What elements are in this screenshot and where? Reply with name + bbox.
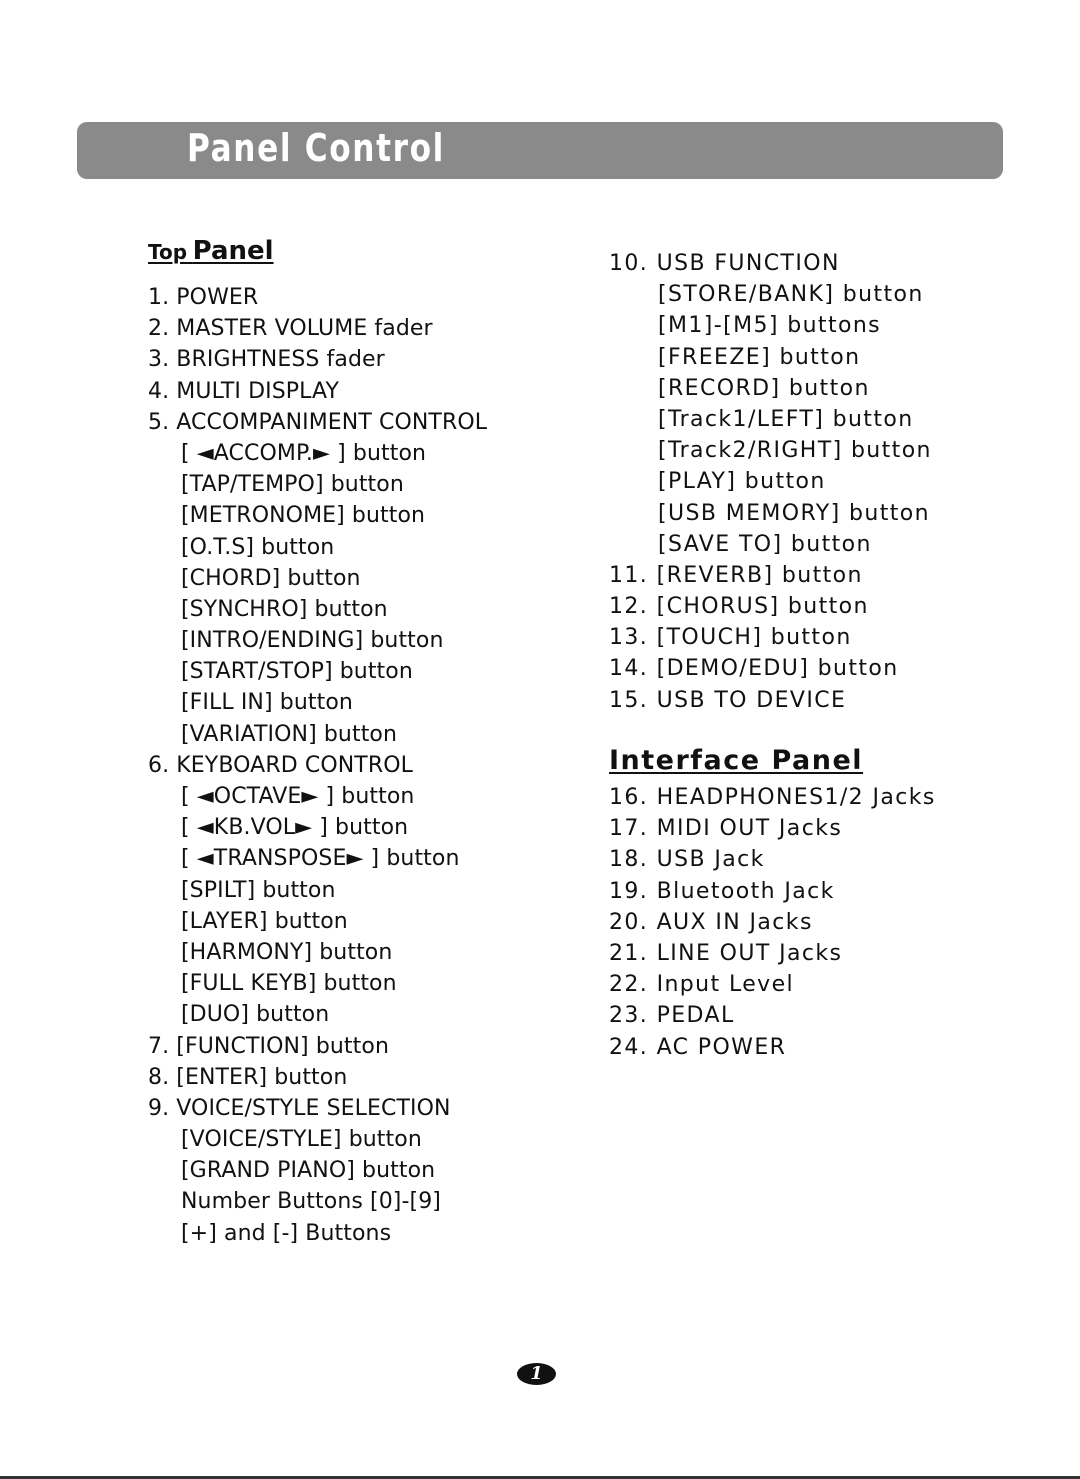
list-item: 23. PEDAL: [609, 1003, 735, 1029]
list-item: 8. [ENTER] button: [148, 1064, 348, 1090]
usb-function-list: [609, 248, 932, 716]
top-panel-heading: [148, 236, 274, 266]
list-item: [SAVE TO] button: [658, 531, 872, 557]
list-item: 10. USB FUNCTION: [609, 251, 840, 276]
list-item: [INTRO/ENDING] button: [181, 628, 444, 654]
list-item: 9. VOICE/STYLE SELECTION: [148, 1095, 451, 1121]
page-title: Panel Control: [187, 126, 446, 170]
list-item: [SPILT] button: [181, 877, 336, 903]
top-panel-heading-small: Top: [148, 240, 188, 264]
list-item: 14. [DEMO/EDU] button: [609, 656, 899, 682]
list-item: 5. ACCOMPANIMENT CONTROL: [148, 409, 488, 435]
top-panel-heading-big: Panel: [192, 236, 274, 266]
list-item: 17. MIDI OUT Jacks: [609, 816, 843, 842]
list-item: 18. USB Jack: [609, 847, 765, 873]
list-item: 21. LINE OUT Jacks: [609, 940, 843, 966]
list-item: 16. HEADPHONES1/2 Jacks: [609, 785, 936, 810]
list-item: [LAYER] button: [181, 908, 348, 934]
list-item: 2. MASTER VOLUME fader: [148, 316, 433, 342]
list-item: 19. Bluetooth Jack: [609, 878, 835, 904]
list-item: [FILL IN] button: [181, 690, 353, 716]
list-item: [ ◄ACCOMP.► ] button: [181, 440, 427, 466]
list-item: [HARMONY] button: [181, 939, 393, 965]
top-panel-list: [148, 282, 487, 1249]
list-item: 22. Input Level: [609, 972, 795, 998]
list-item: [DUO] button: [181, 1002, 330, 1028]
list-item: [USB MEMORY] button: [658, 500, 930, 526]
list-item: 24. AC POWER: [609, 1034, 787, 1060]
list-item: [+] and [-] Buttons: [181, 1220, 392, 1246]
list-item: [TAP/TEMPO] button: [181, 472, 404, 498]
list-item: 15. USB TO DEVICE: [609, 687, 847, 713]
list-item: 4. MULTI DISPLAY: [148, 378, 340, 404]
list-item: 6. KEYBOARD CONTROL: [148, 752, 413, 778]
list-item: [Track1/LEFT] button: [658, 406, 914, 432]
list-item: [STORE/BANK] button: [658, 282, 924, 308]
list-item: [VOICE/STYLE] button: [181, 1127, 422, 1153]
list-item: 7. [FUNCTION] button: [148, 1033, 389, 1059]
list-item: [RECORD] button: [658, 375, 870, 401]
list-item: [SYNCHRO] button: [181, 596, 388, 622]
list-item: [CHORD] button: [181, 565, 361, 591]
list-item: 11. [REVERB] button: [609, 562, 863, 588]
list-item: 3. BRIGHTNESS fader: [148, 347, 385, 373]
list-item: [METRONOME] button: [181, 503, 426, 529]
list-item: [GRAND PIANO] button: [181, 1158, 436, 1184]
list-item: [ ◄KB.VOL► ] button: [181, 815, 409, 841]
list-item: 12. [CHORUS] button: [609, 594, 869, 620]
list-item: [PLAY] button: [658, 469, 826, 495]
interface-panel-list: [609, 782, 936, 1063]
section-header-bar: [77, 122, 1003, 179]
page-number: 1: [517, 1363, 556, 1385]
list-item: [ ◄TRANSPOSE► ] button: [181, 846, 460, 872]
interface-panel-heading: Interface Panel: [609, 745, 864, 776]
list-item: [VARIATION] button: [181, 721, 398, 747]
list-item: [M1]-[M5] buttons: [658, 313, 882, 339]
list-item: 1. POWER: [148, 285, 259, 310]
list-item: [ ◄OCTAVE► ] button: [181, 784, 415, 809]
list-item: [START/STOP] button: [181, 659, 413, 685]
list-item: 20. AUX IN Jacks: [609, 909, 813, 935]
list-item: [FREEZE] button: [658, 344, 861, 370]
list-item: Number Buttons [0]-[9]: [181, 1189, 441, 1215]
list-item: [Track2/RIGHT] button: [658, 438, 932, 464]
list-item: [FULL KEYB] button: [181, 971, 397, 997]
list-item: [O.T.S] button: [181, 534, 335, 560]
list-item: 13. [TOUCH] button: [609, 625, 852, 651]
